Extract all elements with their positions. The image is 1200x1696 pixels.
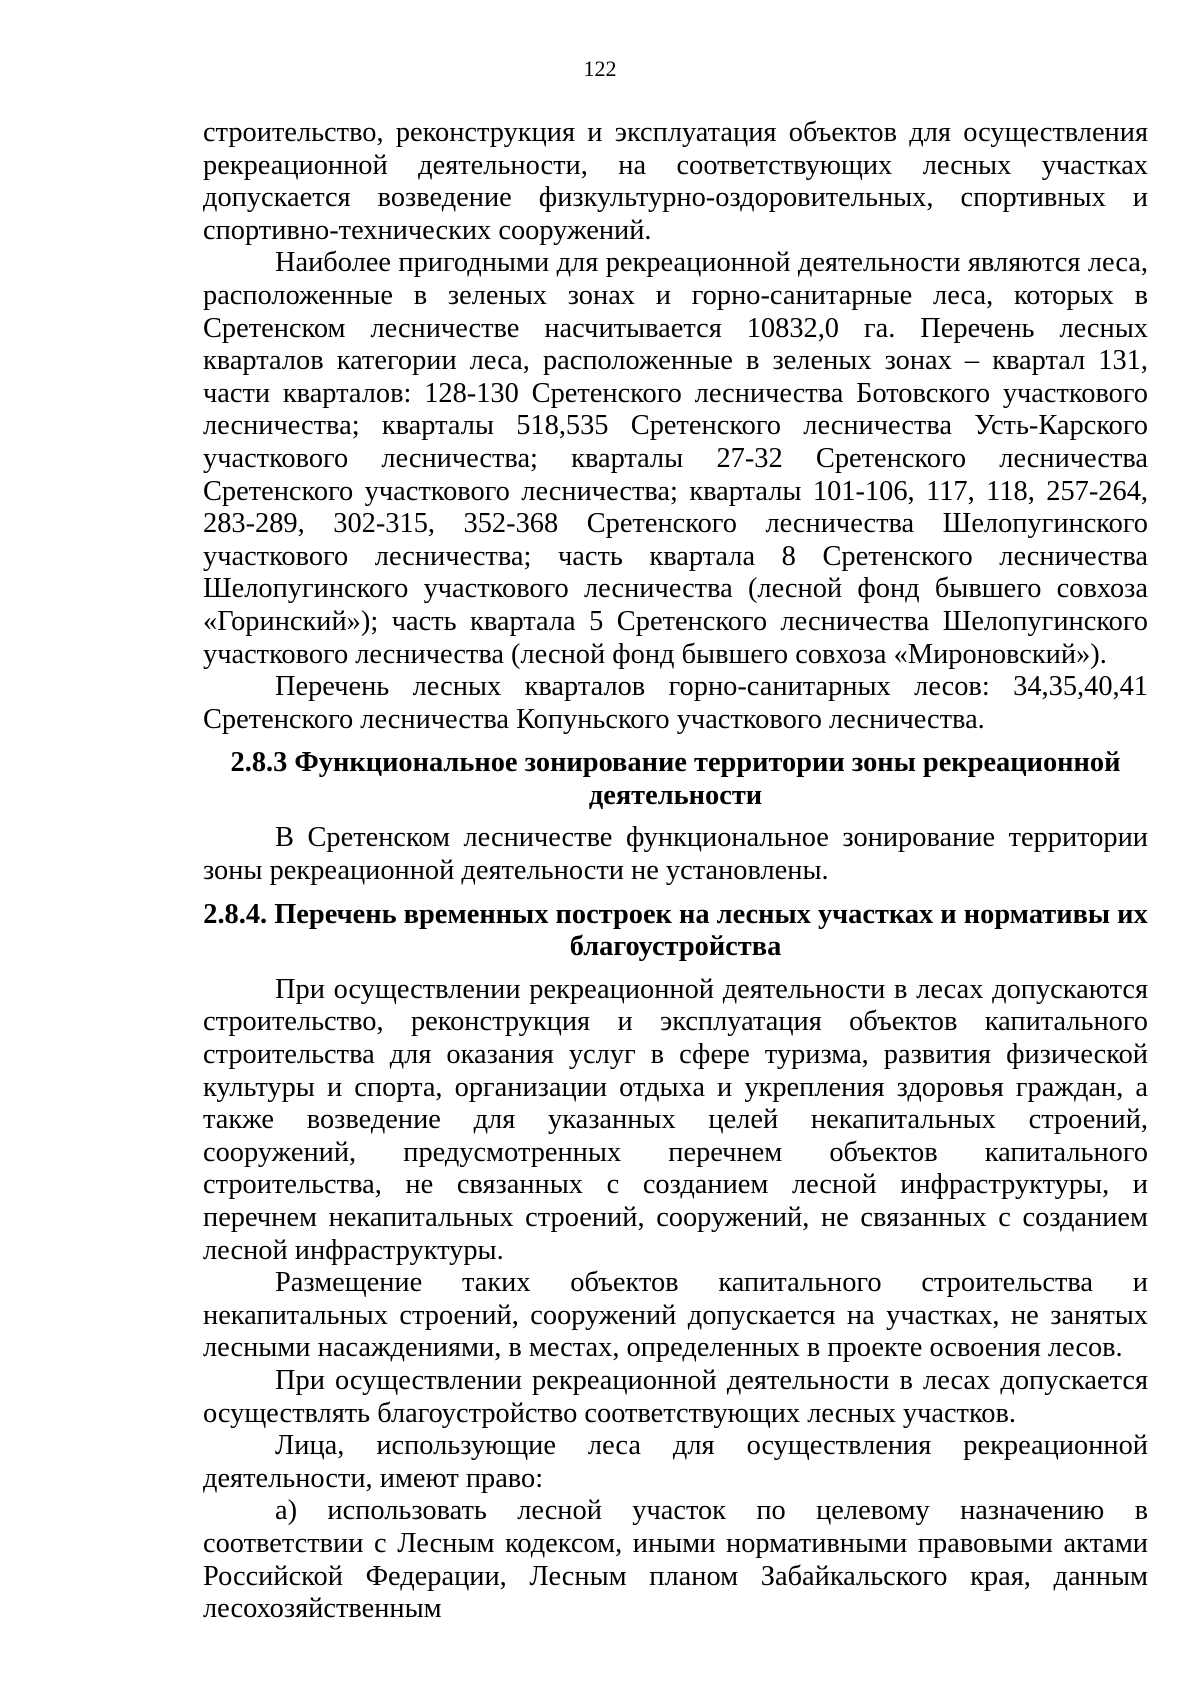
paragraph-construction-continuation: строительство, реконструкция и эксплуатация объектов для осуществления рекреационной деятельности, на соответствующих лесных участках допускается возведение физкультурно-оздоровительных, спортивных и спортивно-технических сооружений. <box>203 117 1148 246</box>
paragraph-functional-zoning: В Сретенском лесничестве функциональное зонирование территории зоны рекреационной деятельности не установлены. <box>203 822 1148 887</box>
section-heading-2-8-3: 2.8.3 Функциональное зонирование территории зоны рекреационной деятельности <box>230 747 1121 811</box>
paragraph-users-rights: Лица, использующие леса для осуществления рекреационной деятельности, имеют право: <box>203 1430 1148 1494</box>
paragraph-recreational-forests: Наиболее пригодными для рекреационной деятельности являются леса, расположенные в зеленых зонах и горно-санитарные леса, которых в Сретенском лесничестве насчитывается 10832,0 га. Перечень лесных кварталов категории леса, расположенные в зеленых зонах – квартал 131, части кварталов: 128-130 Сретенского лесничества Ботовского участкового лесничества; кварталы 518,535 Сретенского лесничества Усть-Карского участкового лесничества; кварталы 27-32 Сретенского лесничества Сретенского участкового лесничества; кварталы 101-106, 117, 118, 257-264, 283-289, 302-315, 352-368 Сретенского лесничества Шелопугинского участкового лесничества; часть квартала 8 Сретенского лесничества Шелопугинского участкового лесничества (лесной фонд бывшего совхоза «Горинский»); часть квартала 5 Сретенского лесничества Шелопугинского участкового лесничества (лесной фонд бывшего совхоза «Мироновский»). <box>203 247 1148 670</box>
paragraph-placement: Размещение таких объектов капитального строительства и некапитальных строений, сооружений допускается на участках, не занятых лесными насаждениями, в местах, определенных в проекте освоения лесов. <box>203 1267 1148 1364</box>
paragraph-right-a: а) использовать лесной участок по целевому назначению в соответствии с Лесным кодексом, иными нормативными правовыми актами Российской Федерации, Лесным планом Забайкальского края, данным лесохозяйственным <box>203 1495 1148 1625</box>
paragraph-landscaping: При осуществлении рекреационной деятельности в лесах допускается осуществлять благоустройство соответствующих лесных участков. <box>203 1364 1148 1429</box>
page-number: 122 <box>583 56 617 81</box>
section-heading-2-8-4: 2.8.4. Перечень временных построек на лесных участках и нормативы их благоустройства <box>203 898 1148 963</box>
document-body <box>203 117 1148 1626</box>
paragraph-mountain-sanitary-forests: Перечень лесных кварталов горно-санитарных лесов: 34,35,40,41 Сретенского лесничества Копуньского участкового лесничества. <box>203 671 1148 735</box>
paragraph-capital-construction: При осуществлении рекреационной деятельности в лесах допускаются строительство, реконструкция и эксплуатация объектов капитального строительства для оказания услуг в сфере туризма, развития физической культуры и спорта, организации отдыха и укрепления здоровья граждан, а также возведение для указанных целей некапитальных строений, сооружений, предусмотренных перечнем объектов капитального строительства, не связанных с созданием лесной инфраструктуры, и перечнем некапитальных строений, сооружений, не связанных с созданием лесной инфраструктуры. <box>203 973 1148 1266</box>
